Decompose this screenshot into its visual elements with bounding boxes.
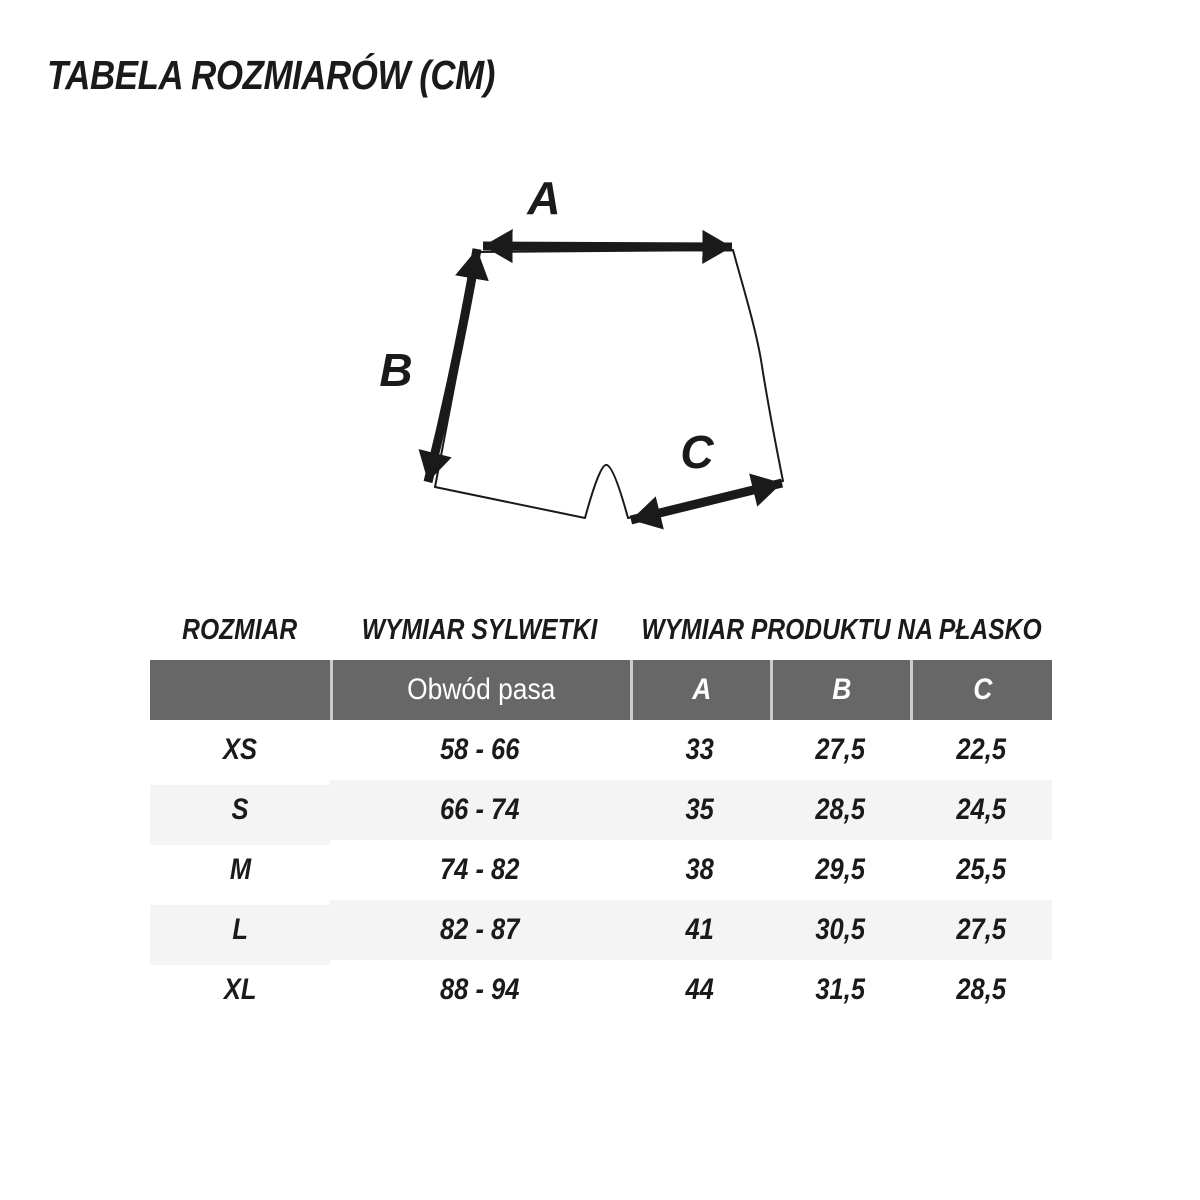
shorts-diagram	[360, 170, 820, 570]
cell-a: 41	[685, 913, 715, 946]
cell-c: 25,5	[956, 853, 1006, 886]
header-cell-waist: Obwód pasa	[330, 660, 630, 720]
cell-c: 27,5	[956, 913, 1006, 946]
cell-size: L	[232, 913, 248, 946]
page-title: TABELA ROZMIARÓW (CM)	[47, 52, 495, 98]
cell-a: 38	[685, 853, 715, 886]
group-label-body-measure: WYMIAR SYLWETKI	[362, 613, 598, 646]
measure-arrow-b	[428, 249, 477, 482]
group-label-flat-measure: WYMIAR PRODUKTU NA PŁASKO	[640, 613, 1042, 646]
diagram-label-c: C	[680, 426, 714, 478]
cell-b: 27,5	[815, 733, 865, 766]
table-row-xs	[150, 720, 1052, 780]
cell-waist: 74 - 82	[440, 853, 520, 886]
measure-arrow-a	[483, 246, 732, 247]
cell-waist: 88 - 94	[440, 973, 520, 1006]
table-row-m	[150, 840, 1052, 900]
size-table	[150, 660, 1052, 1020]
header-cell-c: C	[910, 660, 1052, 720]
cell-c: 22,5	[956, 733, 1006, 766]
header-cell-empty	[150, 660, 330, 720]
cell-c: 28,5	[956, 973, 1006, 1006]
column-group-labels	[0, 610, 1200, 650]
cell-size: XS	[222, 733, 258, 766]
cell-waist: 66 - 74	[440, 793, 520, 826]
header-cell-a: A	[630, 660, 770, 720]
table-row-xl	[150, 960, 1052, 1020]
diagram-label-b: B	[379, 344, 413, 396]
table-row-s	[150, 780, 1052, 840]
table-row-l	[150, 900, 1052, 960]
cell-b: 30,5	[815, 913, 865, 946]
table-header-row	[150, 660, 1052, 720]
cell-c: 24,5	[956, 793, 1006, 826]
header-cell-b: B	[770, 660, 910, 720]
diagram-label-a: A	[527, 172, 561, 224]
cell-size: S	[231, 793, 249, 826]
cell-b: 29,5	[815, 853, 865, 886]
group-label-size: ROZMIAR	[182, 613, 298, 646]
cell-a: 44	[685, 973, 715, 1006]
shorts-outline	[435, 250, 783, 518]
cell-waist: 82 - 87	[440, 913, 520, 946]
cell-size: M	[229, 853, 251, 886]
cell-a: 35	[685, 793, 715, 826]
cell-b: 28,5	[815, 793, 865, 826]
cell-a: 33	[685, 733, 715, 766]
cell-size: XL	[223, 973, 257, 1006]
measure-arrow-c	[631, 483, 782, 520]
cell-b: 31,5	[815, 973, 865, 1006]
cell-waist: 58 - 66	[440, 733, 520, 766]
